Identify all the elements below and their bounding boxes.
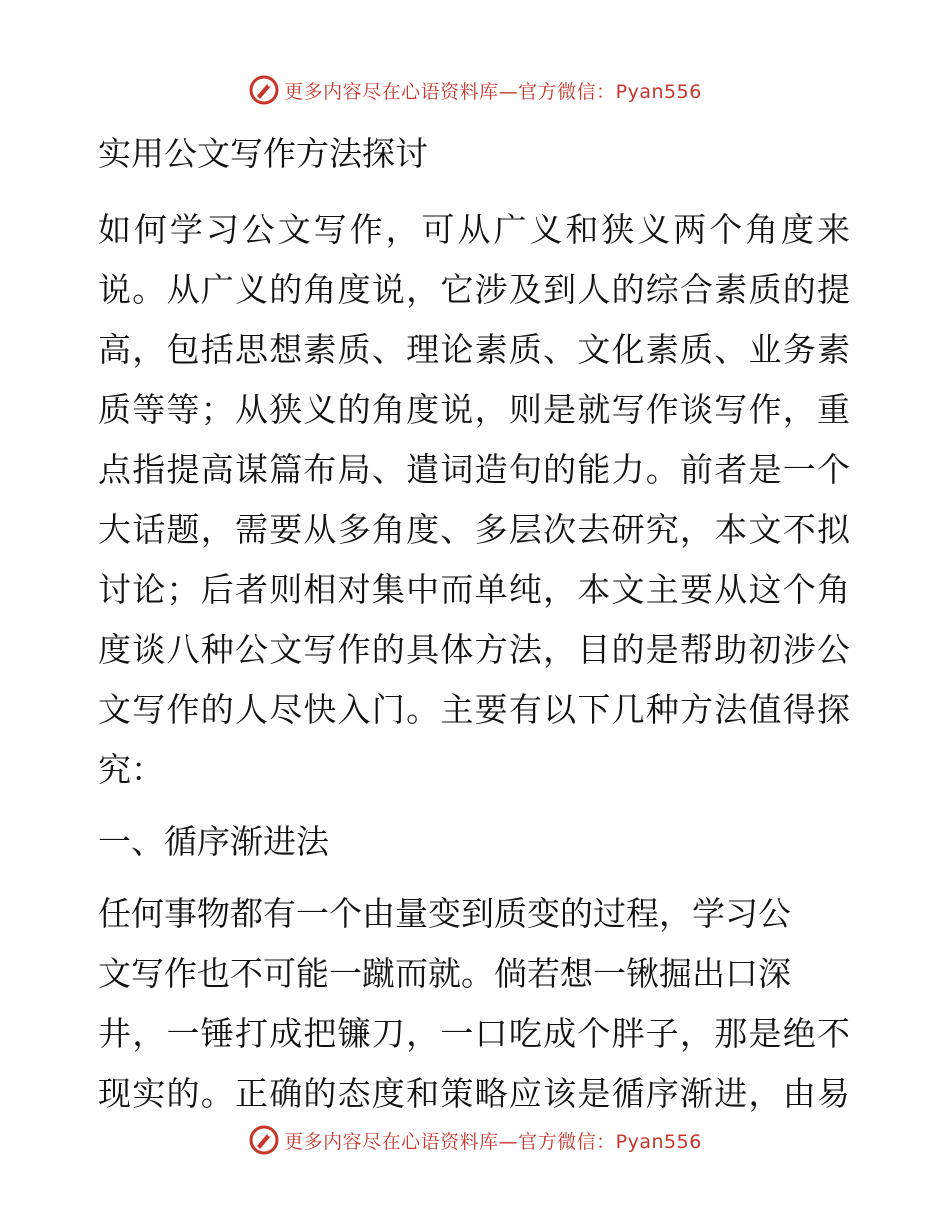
text-line: 大话题，需要从多角度、多层次去研究，本文不拟: [98, 510, 850, 549]
section-heading: 一、循序渐进法: [98, 822, 329, 861]
text-line: 如何学习公文写作，可从广义和狭义两个角度来: [98, 210, 850, 249]
text-line: 文写作的人尽快入门。主要有以下几种方法值得探: [98, 690, 850, 729]
text-line: 究：: [98, 750, 164, 789]
footer-watermark-text: 更多内容尽在心语资料库—官方微信：Pyan556: [284, 1130, 702, 1153]
text-line: 点指提高谋篇布局、遣词造句的能力。前者是一个: [98, 450, 850, 489]
text-line: 质等等；从狭义的角度说，则是就写作谈写作，重: [98, 390, 850, 429]
pen-nib-logo-icon: [248, 74, 280, 106]
text-line: 任何事物都有一个由量变到质变的过程，学习公: [98, 894, 791, 933]
text-line: 文写作也不可能一蹴而就。倘若想一锹掘出口深: [98, 954, 791, 993]
text-line: 度谈八种公文写作的具体方法，目的是帮助初涉公: [98, 630, 850, 669]
text-line: 井，一锤打成把镰刀，一口吃成个胖子，那是绝不: [98, 1014, 850, 1053]
header-watermark: [0, 70, 950, 110]
text-line: 高，包括思想素质、理论素质、文化素质、业务素: [98, 330, 850, 369]
pen-nib-logo-icon: [248, 1124, 280, 1156]
text-line: 现实的。正确的态度和策略应该是循序渐进，由易: [98, 1074, 850, 1113]
header-watermark-text: 更多内容尽在心语资料库—官方微信：Pyan556: [284, 80, 702, 103]
document-title: 实用公文写作方法探讨: [98, 134, 428, 173]
paragraph-section-one: [98, 884, 850, 1124]
text-line: 讨论；后者则相对集中而单纯，本文主要从这个角: [98, 570, 850, 609]
footer-watermark: [0, 1120, 950, 1160]
text-line: 说。从广义的角度说，它涉及到人的综合素质的提: [98, 270, 850, 309]
paragraph-intro: [98, 200, 850, 800]
document-body: [98, 124, 850, 1124]
